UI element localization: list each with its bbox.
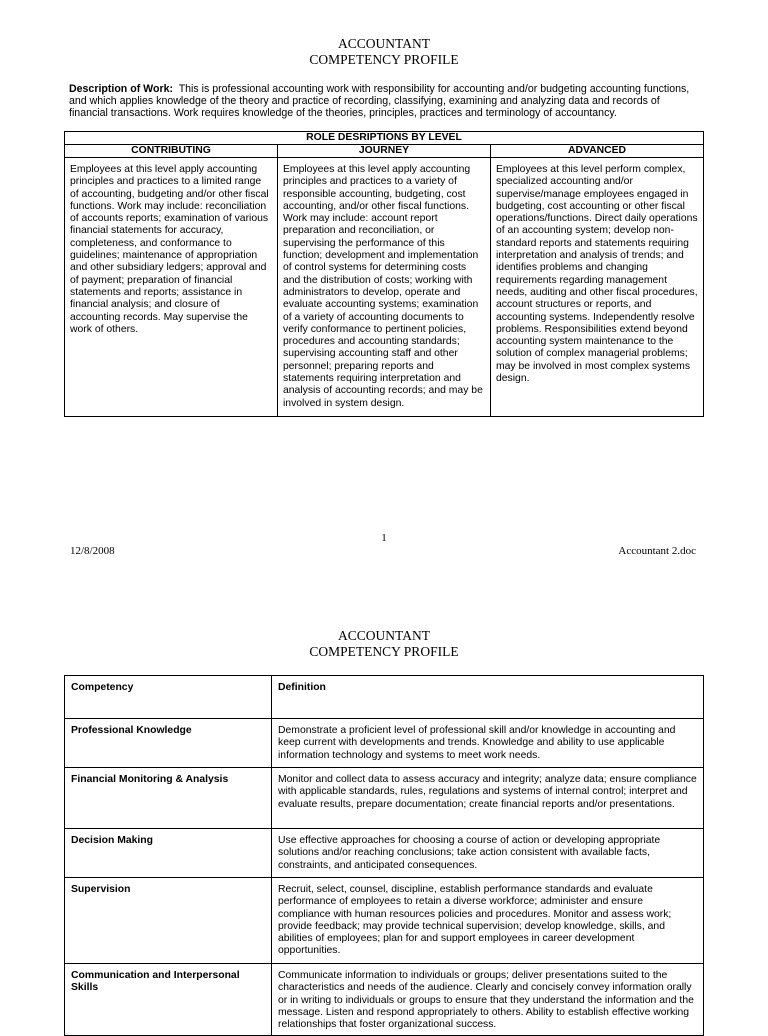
description-of-work — [69, 83, 701, 120]
table-row — [65, 878, 704, 964]
footer-filename: Accountant 2.doc — [618, 545, 696, 557]
competency-definition: Monitor and collect data to assess accuracy and integrity; analyze data; ensure compliance with applicable standards, rules, regulations and systems of internal control; interpret and evaluate results, prepare documentation; create financial reports and/or presentations. — [272, 768, 704, 829]
competency-definition: Recruit, select, counsel, discipline, establish performance standards and evaluate performance of employees to retain a diverse workforce; administer and ensure compliance with human resources policies and procedures. Monitor and assess work; provide feedback; may provide technical supervision; develop knowledge, skills, and abilities of employees; plan for and support employees in career development opportunities. — [272, 878, 704, 964]
competency-name: Decision Making — [65, 829, 272, 878]
competency-definition: Use effective approaches for choosing a course of action or developing appropriate solutions and/or reaching conclusions; take action consistent with available facts, constraints, and anticipated consequences. — [272, 829, 704, 878]
header-advanced: ADVANCED — [491, 145, 704, 158]
role-descriptions-table — [64, 131, 704, 417]
competency-table — [64, 675, 704, 1036]
competency-definition: Communicate information to individuals or groups; deliver presentations suited to the characteristics and needs of the audience. Clearly and concisely convey information orally or in writing to individuals or groups to ensure that they understand the information and the message. Listen and respond appropriately to others. Ability to establish effective working relationships that foster organizational success. — [272, 964, 704, 1036]
competency-name: Financial Monitoring & Analysis — [65, 768, 272, 829]
header-definition: Definition — [272, 676, 704, 719]
table-row — [65, 829, 704, 878]
title-line-1: ACCOUNTANT — [338, 36, 430, 51]
title-line-2: COMPETENCY PROFILE — [309, 52, 459, 67]
competency-name: Communication and Interpersonal Skills — [65, 964, 272, 1036]
cell-contributing: Employees at this level apply accounting principles and practices to a limited range of accounting, budgeting and/or other fiscal functions. Work may include: reconciliation of accounts reports; examination of various financial statements for accuracy, completeness, and conformance to guidelines; maintenance of appropriation and other subsidiary ledgers; approval and of payment; preparation of financial statements and reports; assistance in financial analysis; and closure of accounting records. May supervise the work of others. — [65, 158, 278, 417]
footer-date: 12/8/2008 — [70, 545, 115, 557]
title-line-2: COMPETENCY PROFILE — [309, 644, 459, 659]
table-row — [65, 768, 704, 829]
cell-journey: Employees at this level apply accounting principles and practices to a variety of responsible accounting, budgeting, cost accounting, and/or other fiscal functions. Work may include: account report preparation and reconciliation, or supervising the performance of this function; development and implementation of control systems for determining costs and the distribution of costs; working with administrators to develop, operate and evaluate accounting systems; examination of a variety of accounting documents to verify conformance to pertinent policies, procedures and accounting standards; supervising accounting staff and other personnel; preparing reports and statements requiring interpretation and analysis of accounting records; and may be involved in system design. — [278, 158, 491, 417]
header-competency: Competency — [65, 676, 272, 719]
title-line-1: ACCOUNTANT — [338, 628, 430, 643]
page-2-title — [0, 628, 768, 660]
header-journey: JOURNEY — [278, 145, 491, 158]
competency-name: Supervision — [65, 878, 272, 964]
page-title — [0, 36, 768, 68]
competency-name: Professional Knowledge — [65, 719, 272, 768]
table-row — [65, 719, 704, 768]
roles-table-title: ROLE DESRIPTIONS BY LEVEL — [65, 132, 704, 145]
table-header-row — [65, 676, 704, 719]
description-text: This is professional accounting work with responsibility for accounting and/or budgeting accounting functions, and which applies knowledge of the theory and practice of recording, classifying, examining and analyzing data and records of financial transactions. Work requires knowledge of the theories, principles, practices and terminology of accountancy. — [69, 83, 690, 120]
table-row — [65, 964, 704, 1036]
competency-definition: Demonstrate a proficient level of professional skill and/or knowledge in accounting and keep current with developments and trends. Knowledge and ability to use applicable information technology and systems to meet work needs. — [272, 719, 704, 768]
header-contributing: CONTRIBUTING — [65, 145, 278, 158]
page-number: 1 — [381, 532, 387, 544]
cell-advanced: Employees at this level perform complex, specialized accounting and/or supervise/manage employees engaged in budgeting, cost accounting or other fiscal operations/functions. Direct daily operations of an accounting system; develop non-standard reports and statements requiring interpretation and analysis of trends; and identifies problems and changing requirements regarding management needs, auditing and other fiscal procedures, account structures or reports, and accounting systems. Independently resolve problems. Responsibilities extend beyond accounting system maintenance to the solution of complex managerial problems; may be involved in most complex systems design. — [491, 158, 704, 417]
description-label: Description of Work: — [69, 83, 173, 95]
